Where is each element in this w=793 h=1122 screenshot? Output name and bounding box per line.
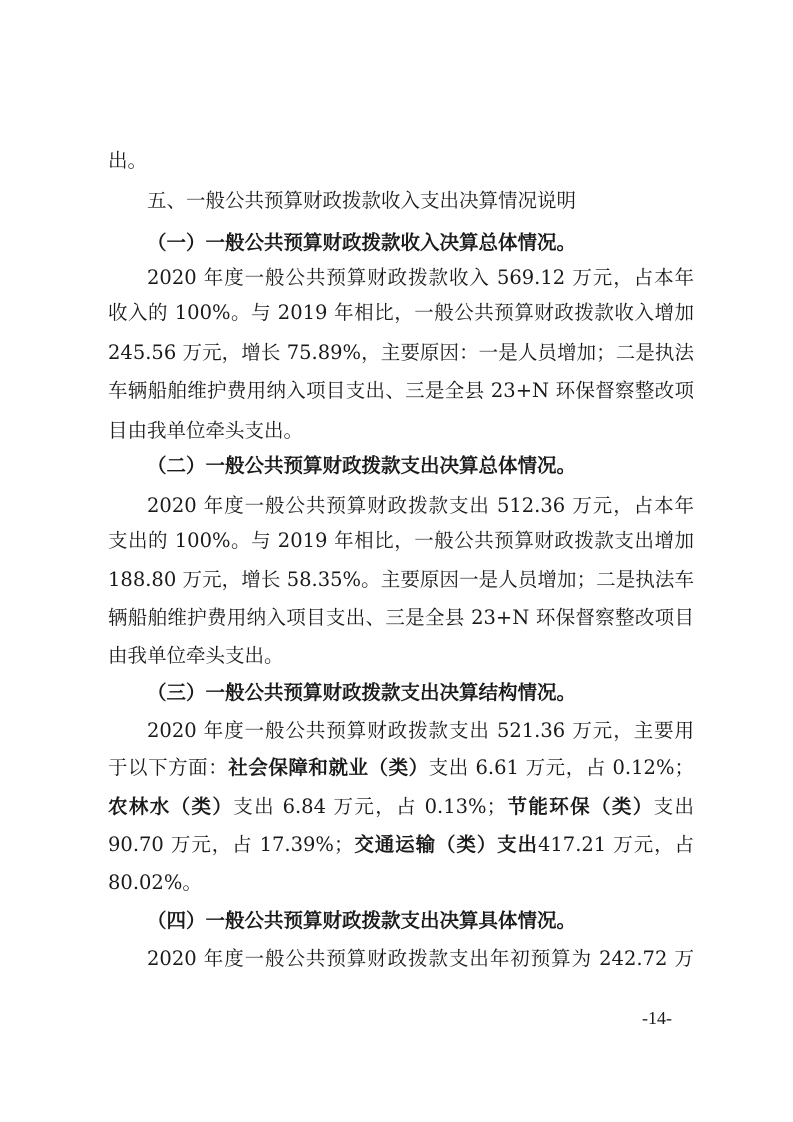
text-segment: 支出 6.61 万元，占 0.12%； [428,756,694,779]
paragraph-line: 2020 年度一般公共预算财政拨款支出 521.36 万元，主要用 [147,719,694,742]
paragraph-line: 188.80 万元，增长 58.35%。主要原因一是人员增加；二是执法车 [108,568,694,591]
paragraph-line: 辆船舶维护费用纳入项目支出、三是全县 23+N 环保督察整改项目 [108,606,694,629]
subsection-heading: （三）一般公共预算财政拨款支出决算结构情况。 [147,681,577,704]
paragraph-line [108,753,694,783]
paragraph-line: 80.02%。 [108,871,202,894]
subsection-heading: （四）一般公共预算财政拨款支出决算具体情况。 [147,909,577,932]
paragraph-line: 收入的 100%。与 2019 年相比，一般公共预算财政拨款收入增加 [108,301,694,324]
text-segment: 于以下方面： [108,756,229,779]
page-number: -14- [642,1008,672,1028]
paragraph-line: 2020 年度一般公共预算财政拨款收入 569.12 万元，占本年 [147,266,694,289]
paragraph-line: 支出的 100%。与 2019 年相比，一般公共预算财政拨款支出增加 [108,529,694,552]
text-segment: 90.70 万元，占 17.39%； [108,833,354,856]
subsection-heading: （一）一般公共预算财政拨款收入决算总体情况。 [147,231,577,254]
paragraph-line: 目由我单位牵头支出。 [108,419,304,442]
text-segment: 支出 6.84 万元，占 0.13%； [233,795,507,818]
paragraph-line: 2020 年度一般公共预算财政拨款支出年初预算为 242.72 万 [147,947,694,970]
paragraph-line [108,830,694,860]
text-segment: 支出 [653,795,694,818]
category-label: 节能环保（类） [506,795,654,818]
section-heading: 五、一般公共预算财政拨款收入支出决算情况说明 [147,189,577,212]
paragraph-line: 2020 年度一般公共预算财政拨款支出 512.36 万元，占本年 [147,494,694,517]
subsection-heading: （二）一般公共预算财政拨款支出决算总体情况。 [147,454,577,477]
text-segment: 417.21 万元，占 [537,833,694,856]
category-label: 农林水（类） [108,795,234,818]
paragraph-line: 车辆船舶维护费用纳入项目支出、三是全县 23+N 环保督察整改项 [108,379,694,402]
category-label: 社会保障和就业（类） [228,756,429,779]
paragraph-line: 245.56 万元，增长 75.89%，主要原因：一是人员增加；二是执法 [108,341,694,364]
paragraph-line [108,792,694,822]
paragraph-line: 由我单位牵头支出。 [108,644,284,667]
paragraph-line: 出。 [108,149,148,172]
category-label: 交通运输（类）支出 [353,833,538,856]
